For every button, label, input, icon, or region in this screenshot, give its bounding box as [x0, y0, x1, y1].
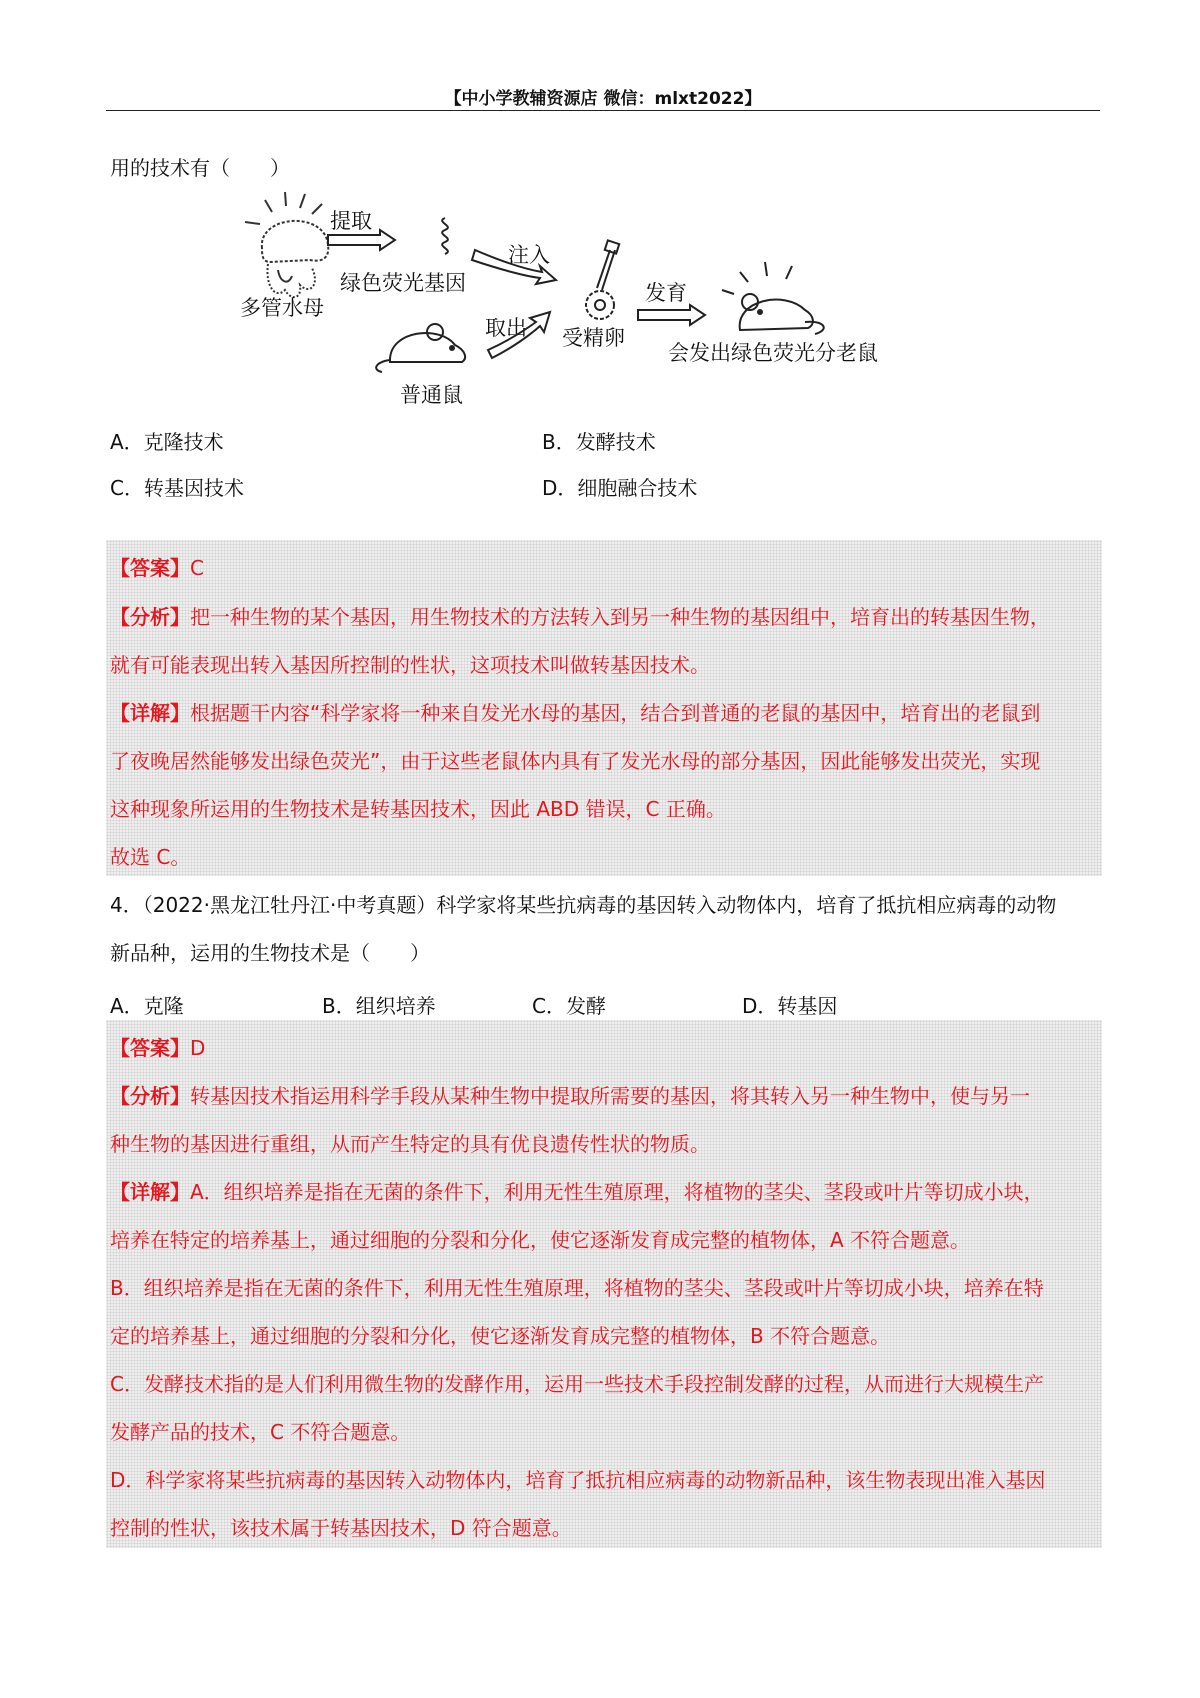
label-take-out: 取出 — [485, 316, 527, 340]
jellyfish-illustration — [245, 192, 328, 297]
arrow-extract — [328, 230, 395, 250]
header-divider — [106, 110, 1100, 111]
q4-stem-line1: 4．（2022·黑龙江牡丹江·中考真题）科学家将某些抗病毒的基因转入动物体内，培育了抵抗相应病毒的动物 — [110, 893, 1057, 917]
detail-tag: 【详解】 — [110, 701, 190, 725]
q3-detail-line2: 了夜晚居然能够发出绿色荧光”，由于这些老鼠体内具有了发光水母的部分基因，因此能够发出荧光，实现 — [110, 749, 1041, 773]
q3-option-b: B．发酵技术 — [542, 430, 656, 454]
label-mouse: 普通鼠 — [400, 383, 463, 407]
analysis-tag: 【分析】 — [110, 605, 190, 629]
q3-option-d: D．细胞融合技术 — [542, 476, 698, 500]
q4-detail-c-line1: C．发酵技术指的是人们利用微生物的发酵作用，运用一些技术手段控制发酵的过程，从而进行大规模生产 — [110, 1372, 1044, 1396]
q3-stem-tail: 用的技术有（ ） — [110, 156, 290, 180]
gene-coil-illustration — [442, 218, 448, 254]
analysis-tag: 【分析】 — [110, 1084, 190, 1108]
q4-detail-a-line2: 培养在特定的培养基上，通过细胞的分裂和分化，使它逐渐发育成完整的植物体，A 不符合题意。 — [110, 1228, 971, 1252]
glowing-mouse-illustration — [722, 262, 824, 334]
mouse-illustration — [376, 324, 465, 372]
label-extract: 提取 — [330, 209, 372, 233]
answer-value: C — [190, 556, 204, 580]
q4-analysis-line1 — [110, 1082, 1030, 1110]
q4-answer — [110, 1034, 205, 1062]
q3-detail-line3: 这种现象所运用的生物技术是转基因技术，因此 ABD 错误，C 正确。 — [110, 797, 726, 821]
q4-detail-b-line1: B．组织培养是指在无菌的条件下，利用无性生殖原理，将植物的茎尖、茎段或叶片等切成小块，培养在特 — [110, 1276, 1044, 1300]
answer-tag: 【答案】 — [110, 1036, 190, 1060]
q4-detail-d-line2: 控制的性状，该技术属于转基因技术，D 符合题意。 — [110, 1516, 572, 1540]
label-result: 会发出绿色荧光分老鼠 — [668, 341, 878, 365]
q4-option-a: A．克隆 — [110, 994, 184, 1018]
q4-option-c: C．发酵 — [532, 994, 606, 1018]
q3-answer — [110, 554, 204, 582]
q3-option-a: A．克隆技术 — [110, 430, 224, 454]
q3-analysis-line2: 就有可能表现出转入基因所控制的性状，这项技术叫做转基因技术。 — [110, 653, 710, 677]
label-gene: 绿色荧光基因 — [340, 271, 466, 295]
q4-option-b: B．组织培养 — [322, 994, 436, 1018]
page-header: 【中小学教辅资源店 微信：mlxt2022】 — [444, 89, 762, 109]
gene-transfer-diagram — [240, 190, 960, 440]
answer-value: D — [190, 1036, 206, 1060]
q3-detail-line1 — [110, 699, 1040, 727]
detail-text: 根据题干内容“科学家将一种来自发光水母的基因，结合到普通的老鼠的基因中，培育出的老鼠到 — [190, 701, 1041, 725]
q3-option-c: C．转基因技术 — [110, 476, 244, 500]
detail-tag: 【详解】 — [110, 1180, 190, 1204]
label-jellyfish: 多管水母 — [240, 296, 324, 320]
q4-detail-a-line1 — [110, 1178, 1044, 1206]
analysis-text: 把一种生物的某个基因，用生物技术的方法转入到另一种生物的基因组中，培育出的转基因生物， — [190, 605, 1050, 629]
q4-stem-line2: 新品种，运用的生物技术是（ ） — [110, 941, 430, 965]
q4-detail-b-line2: 定的培养基上，通过细胞的分裂和分化，使它逐渐发育成完整的植物体，B 不符合题意。 — [110, 1324, 891, 1348]
q3-detail-line4: 故选 C。 — [110, 845, 191, 869]
q4-option-d: D．转基因 — [742, 994, 838, 1018]
q3-analysis-line1 — [110, 603, 1050, 631]
label-egg: 受精卵 — [562, 326, 625, 350]
arrow-develop — [638, 305, 705, 325]
label-inject: 注入 — [508, 243, 550, 267]
detail-text: A．组织培养是指在无菌的条件下，利用无性生殖原理，将植物的茎尖、茎段或叶片等切成小块， — [190, 1180, 1044, 1204]
q4-analysis-line2: 种生物的基因进行重组，从而产生特定的具有优良遗传性状的物质。 — [110, 1132, 710, 1156]
label-develop: 发育 — [645, 281, 687, 305]
fertilized-egg-illustration — [586, 240, 619, 319]
q4-detail-d-line1: D．科学家将某些抗病毒的基因转入动物体内，培育了抵抗相应病毒的动物新品种，该生物表现出准入基因 — [110, 1468, 1046, 1492]
analysis-text: 转基因技术指运用科学手段从某种生物中提取所需要的基因，将其转入另一种生物中，使与另一 — [190, 1084, 1030, 1108]
answer-tag: 【答案】 — [110, 556, 190, 580]
q4-detail-c-line2: 发酵产品的技术，C 不符合题意。 — [110, 1420, 411, 1444]
